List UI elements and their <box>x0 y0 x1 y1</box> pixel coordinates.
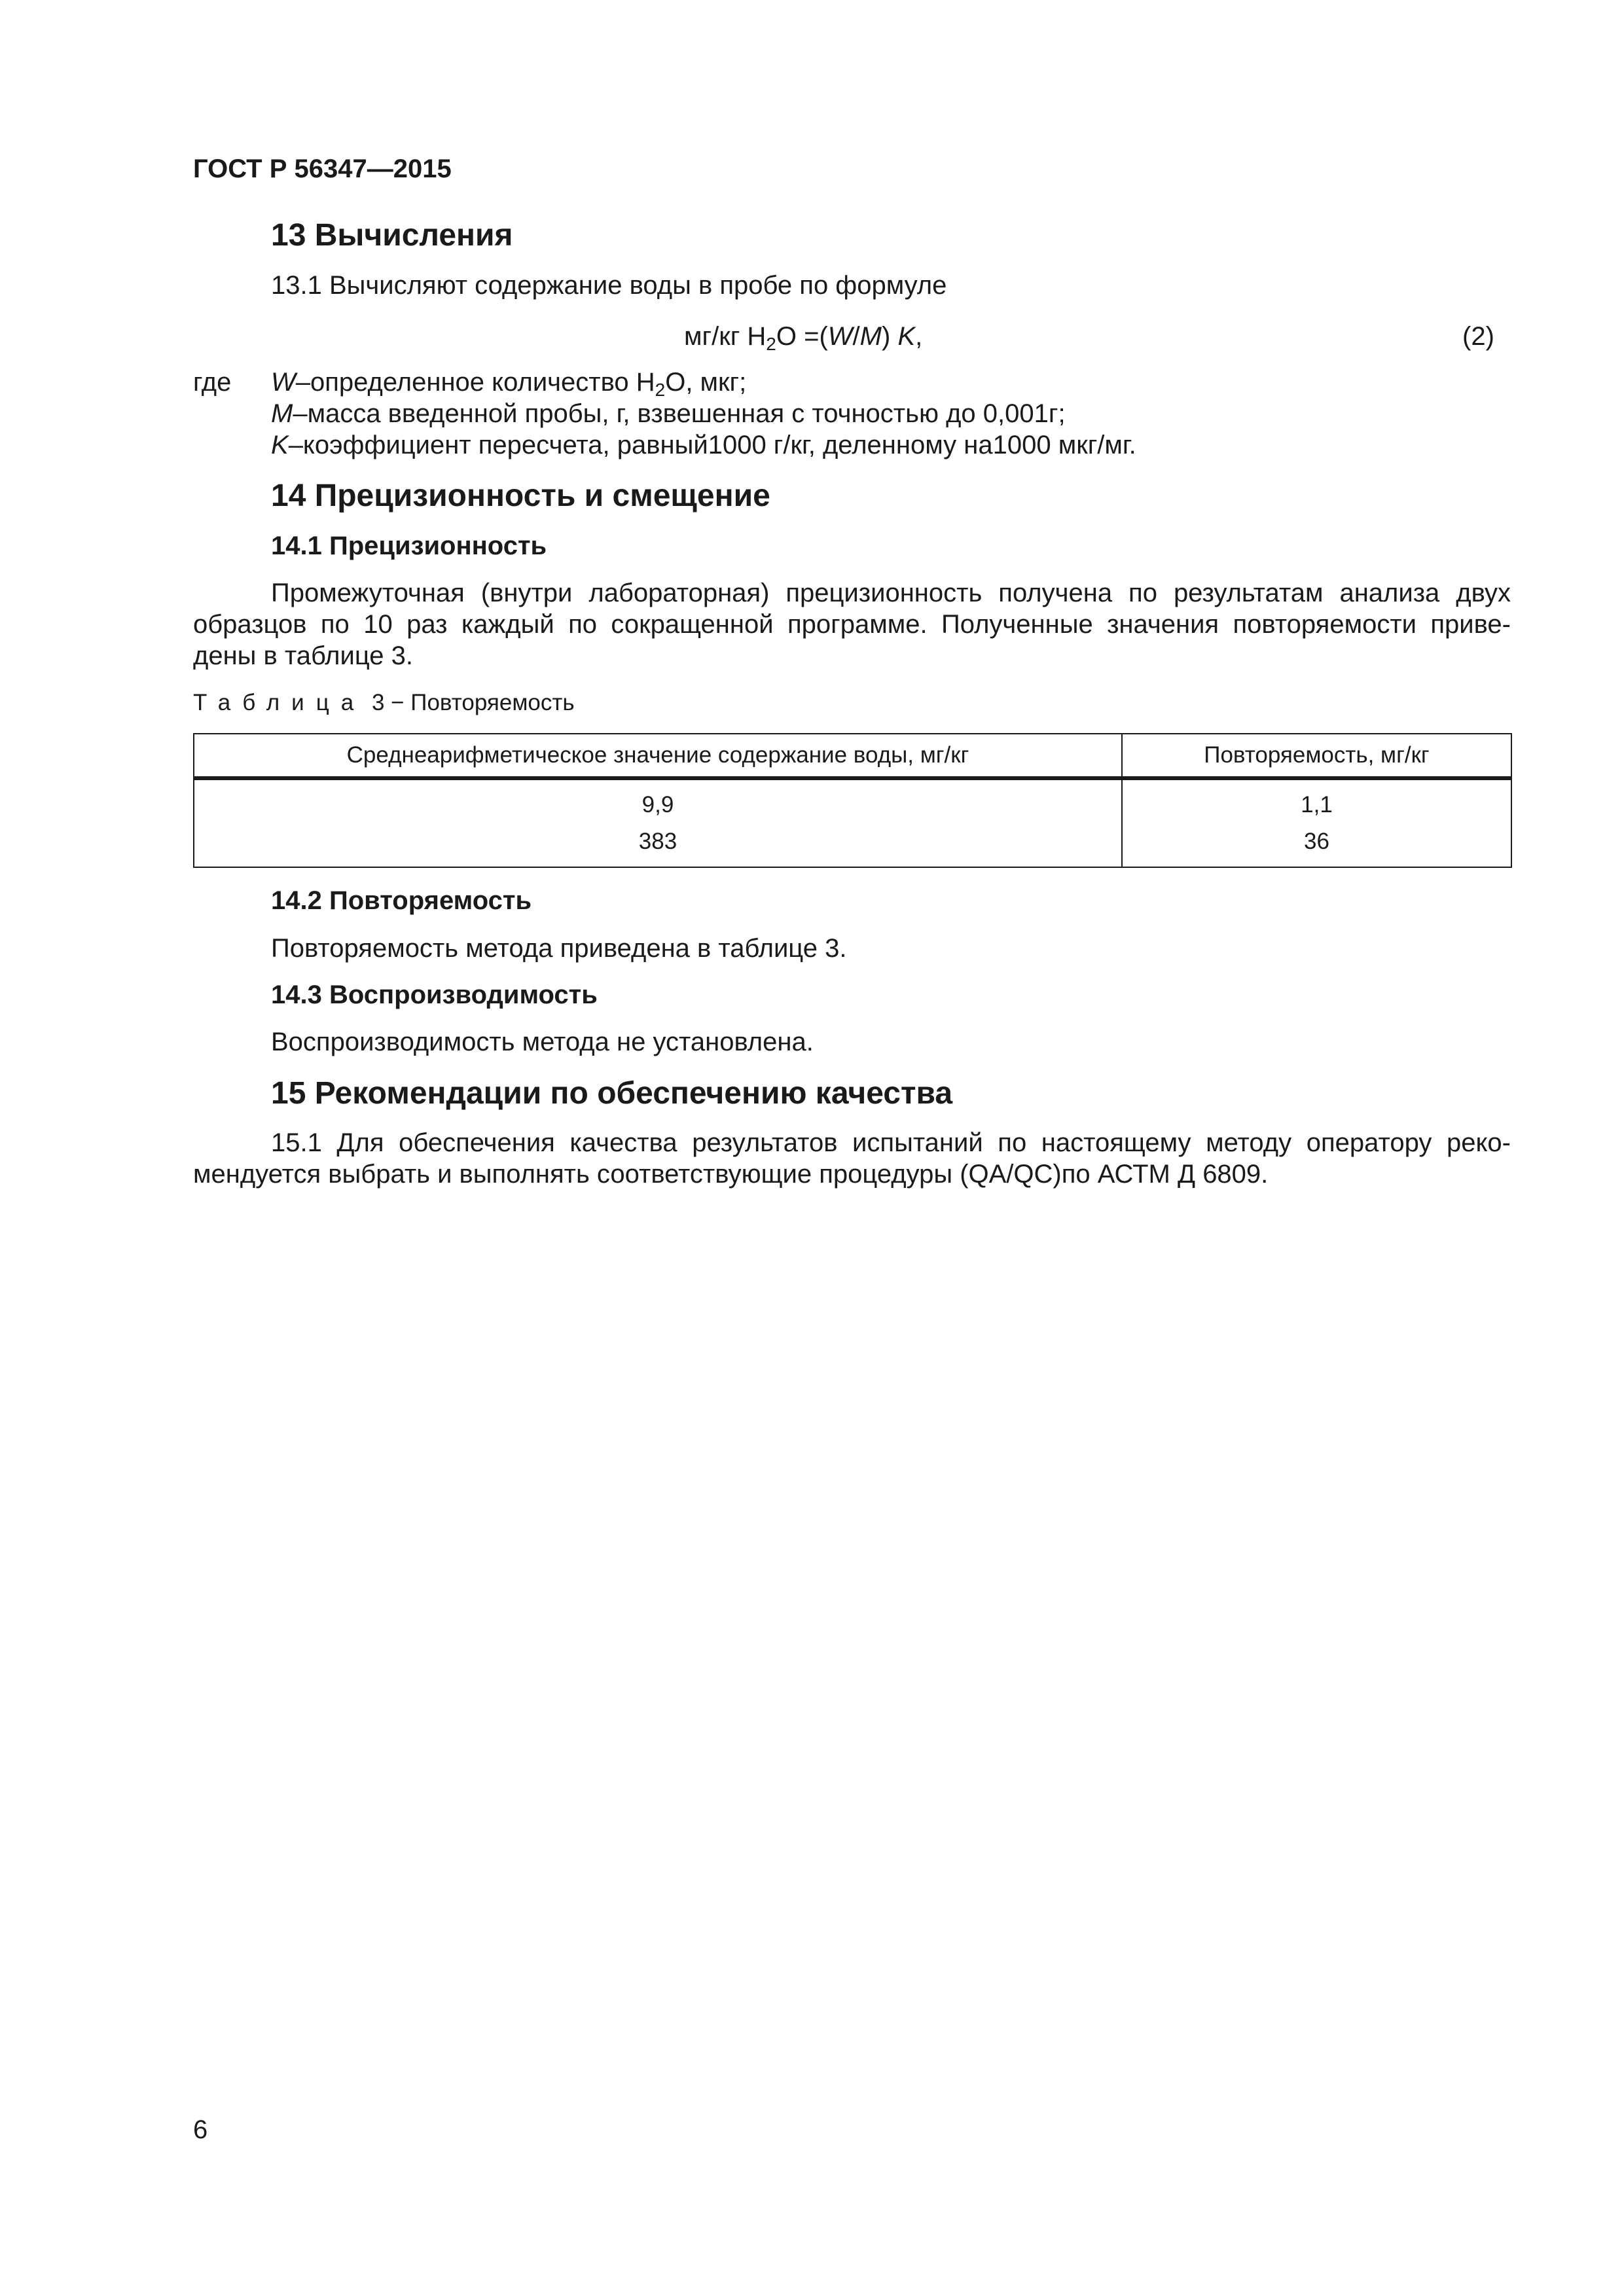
section-14-2-title: 14.2 Повторяемость <box>271 886 532 915</box>
formula-close: ) <box>882 322 898 351</box>
formula-prefix: мг/кг H <box>684 322 767 351</box>
table-cell-value: 36 <box>1304 829 1329 854</box>
document-header: ГОСТ Р 56347—2015 <box>193 154 452 183</box>
formula-m: M <box>859 322 882 351</box>
section-14-1-line-3: дены в таблице 3. <box>193 641 413 670</box>
definition-k-text: –коэффициент пересчета, равный1000 г/кг, деленному на1000 мкг/мг. <box>288 431 1136 459</box>
table-cell-value: 9,9 <box>641 792 674 817</box>
section-14-1-title: 14.1 Прецизионность <box>271 531 547 560</box>
table-cell-value: 383 <box>638 829 677 854</box>
formula-mid: O =( <box>776 322 828 351</box>
where-label: где <box>193 368 232 397</box>
section-14-2-text: Повторяемость метода приведена в таблице 3. <box>271 934 847 963</box>
formula-sub: 2 <box>766 334 776 354</box>
definition-w <box>271 367 746 398</box>
definition-m-symbol: M <box>271 399 293 428</box>
definition-w-text-a: –определенное количество H <box>295 368 655 397</box>
table-caption-title: 3 − Повторяемость <box>365 690 575 715</box>
formula-end: , <box>915 322 923 351</box>
formula-k: K <box>897 322 916 351</box>
formula-number: (2) <box>1462 322 1494 351</box>
definition-m <box>271 398 1066 429</box>
definition-w-text-b: O, мкг; <box>665 368 747 397</box>
repeatability-table <box>193 733 1512 868</box>
formula <box>684 321 922 352</box>
table-header-mean: Среднеарифметическое значение содержание воды, мг/кг <box>194 734 1122 778</box>
table-row <box>194 778 1511 867</box>
table-caption <box>193 690 575 716</box>
formula-slash: / <box>852 322 860 351</box>
definition-w-sub: 2 <box>655 380 666 400</box>
section-14-1-line-1: Промежуточная (внутри лабораторная) прецизионность получена по результатам анализа двух <box>271 579 1511 607</box>
table-cell-repeatabilities <box>1122 778 1511 867</box>
section-14-title: 14 Прецизионность и смещение <box>271 478 770 513</box>
definition-w-symbol: W <box>271 368 296 397</box>
section-14-3-title: 14.3 Воспроизводимость <box>271 980 598 1009</box>
formula-w: W <box>827 322 853 351</box>
section-15-title: 15 Рекомендации по обеспечению качества <box>271 1076 953 1111</box>
section-15-line-1: 15.1 Для обеспечения качества результатов испытаний по настоящему методу оператору реко- <box>271 1128 1511 1157</box>
section-14-3-text: Воспроизводимость метода не установлена. <box>271 1028 814 1056</box>
table-header-repeatability: Повторяемость, мг/кг <box>1122 734 1511 778</box>
section-15-line-2: мендуется выбрать и выполнять соответствующие процедуры (QA/QC)по АСТМ Д 6809. <box>193 1160 1269 1189</box>
table-cell-means <box>194 778 1122 867</box>
table-cell-value: 1,1 <box>1301 792 1333 817</box>
definition-k <box>271 429 1136 461</box>
definition-m-text: –масса введенной пробы, г, взвешенная с точностью до 0,001г; <box>293 399 1066 428</box>
table-header-row <box>194 734 1511 778</box>
section-14-1-line-2: образцов по 10 раз каждый по сокращенной программе. Полученные значения повторяемости приве- <box>193 610 1511 639</box>
page-number: 6 <box>193 2115 208 2144</box>
definition-k-symbol: K <box>271 431 289 459</box>
table-caption-word: Таблица <box>193 690 366 715</box>
section-13-title: 13 Вычисления <box>271 218 513 253</box>
section-13-1-text: 13.1 Вычисляют содержание воды в пробе по формуле <box>271 271 947 300</box>
